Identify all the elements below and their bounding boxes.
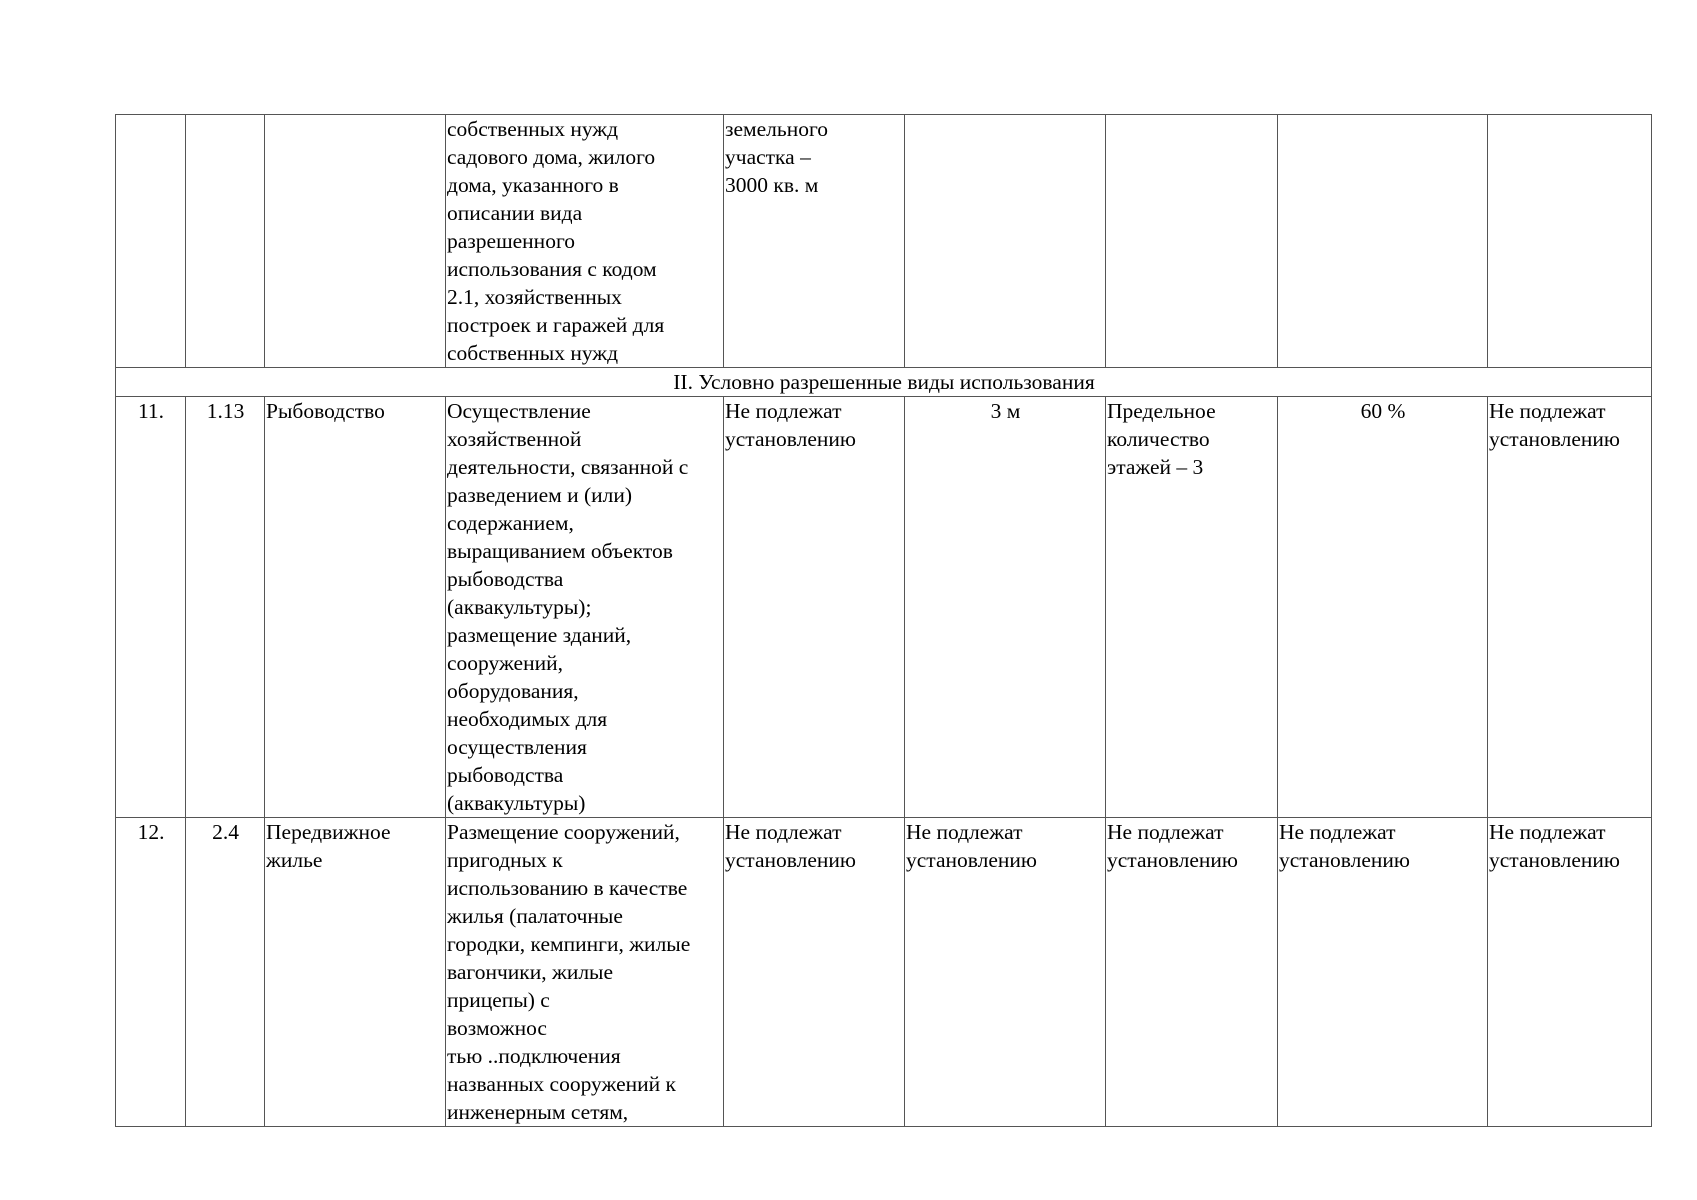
cell-number [116,115,186,368]
plot-size-line: 3000 кв. м [725,173,819,197]
description-line: Размещение сооружений, [447,820,680,844]
cell-coverage [1278,818,1488,1127]
cell-setback [905,397,1106,818]
cell-coverage [1278,115,1488,368]
section-header-row [116,368,1652,397]
description-line: собственных нужд [447,341,619,365]
cell-name [265,115,446,368]
cell-number: 12. [116,818,186,1127]
cell-plot-size [724,115,905,368]
floors-line: количество [1107,427,1210,451]
other-line: Не подлежат [1489,399,1606,423]
name-line: жилье [266,848,323,872]
description-line: использованию в качестве [447,876,688,900]
description-line: вагончики, жилые [447,960,614,984]
other-line: установлению [1489,848,1620,872]
plot-size-line: установлению [725,848,856,872]
cell-description [446,818,724,1127]
cell-name [265,818,446,1127]
description-line: городки, кемпинги, жилые [447,932,691,956]
cell-floors [1106,115,1278,368]
cell-coverage [1278,397,1488,818]
description-line: (аквакультуры); [447,595,592,619]
name-line: Передвижное [266,820,391,844]
description-line: тью ..подключения [447,1044,621,1068]
description-line: дома, указанного в [447,173,619,197]
description-line: жилья (палаточные [447,904,623,928]
description-line: (аквакультуры) [447,791,586,815]
plot-size-line: установлению [725,427,856,451]
floors-line: Не подлежат [1107,820,1224,844]
description-line: рыбоводства [447,763,564,787]
description-line: использования с кодом [447,257,657,281]
description-line: оборудования, [447,679,579,703]
other-line: установлению [1489,427,1620,451]
name-line: Рыбоводство [266,399,385,423]
cell-code: 1.13 [186,397,265,818]
cell-code: 2.4 [186,818,265,1127]
cell-other [1488,818,1652,1127]
description-line: построек и гаражей для [447,313,665,337]
coverage-line: Не подлежат [1279,820,1396,844]
land-use-regulations-table [115,114,1652,1127]
table-row [116,818,1652,1127]
description-line: хозяйственной [447,427,582,451]
description-line: садового дома, жилого [447,145,656,169]
plot-size-line: Не подлежат [725,820,842,844]
section-title: II. Условно разрешенные виды использования [116,368,1652,397]
description-line: рыбоводства [447,567,564,591]
description-line: прицепы) с [447,988,550,1012]
cell-number: 11. [116,397,186,818]
cell-description [446,115,724,368]
cell-description [446,397,724,818]
other-line: Не подлежат [1489,820,1606,844]
description-line: возможнос [447,1016,547,1040]
cell-name [265,397,446,818]
description-line: 2.1, хозяйственных [447,285,622,309]
cell-setback [905,115,1106,368]
description-line: необходимых для [447,707,608,731]
cell-other [1488,115,1652,368]
cell-plot-size [724,397,905,818]
cell-floors [1106,397,1278,818]
description-line: названных сооружений к [447,1072,676,1096]
cell-floors [1106,818,1278,1127]
setback-line: Не подлежат [906,820,1023,844]
description-line: собственных нужд [447,117,619,141]
coverage-line: 60 % [1360,399,1406,423]
description-line: разрешенного [447,229,575,253]
description-line: описании вида [447,201,583,225]
cell-plot-size [724,818,905,1127]
cell-other [1488,397,1652,818]
plot-size-line: земельного [725,117,829,141]
floors-line: установлению [1107,848,1238,872]
coverage-line: установлению [1279,848,1410,872]
plot-size-line: Не подлежат [725,399,842,423]
description-line: пригодных к [447,848,563,872]
plot-size-line: участка – [725,145,811,169]
description-line: осуществления [447,735,587,759]
cell-code [186,115,265,368]
description-line: сооружений, [447,651,563,675]
setback-line: установлению [906,848,1037,872]
floors-line: этажей – 3 [1107,455,1204,479]
table-row-continuation [116,115,1652,368]
description-line: выращиванием объектов [447,539,673,563]
description-line: содержанием, [447,511,574,535]
setback-line: 3 м [990,399,1021,423]
description-line: деятельности, связанной с [447,455,689,479]
cell-setback [905,818,1106,1127]
description-line: Осуществление [447,399,591,423]
description-line: инженерным сетям, [447,1100,629,1124]
description-line: размещение зданий, [447,623,632,647]
table-row [116,397,1652,818]
description-line: разведением и (или) [447,483,633,507]
floors-line: Предельное [1107,399,1216,423]
